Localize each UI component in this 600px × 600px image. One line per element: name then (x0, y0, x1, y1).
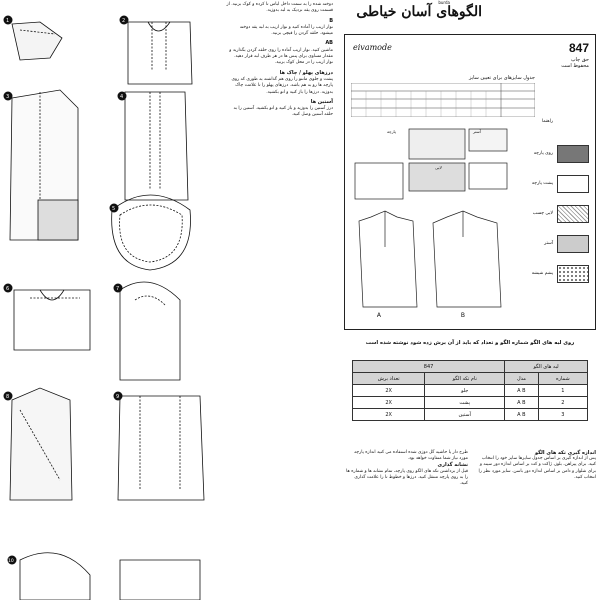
svg-text:2: 2 (122, 18, 126, 24)
fabric-swatch-lining (557, 235, 589, 253)
cutting-notice: روی لبه های الگو شماره الگو و تعداد که باید از آن برش زده شود نوشته شده است (365, 340, 575, 346)
pattern-pieces-table (352, 360, 588, 421)
fabric-label: روی پارچه (533, 151, 553, 156)
instruction-paragraph: پشت و جلوی مانتو را روی هم گذاشته به طوری که روی پارچه ها رو به هم باشد. درزهای پهلو را تا علامت چاک بدوزید. درزها را باز کنید و اتو بکشید. (231, 76, 333, 95)
piece-label: پارچه (387, 129, 396, 134)
svg-text:8: 8 (6, 394, 10, 400)
cell-piece-name: آستین (425, 409, 505, 421)
cell-count: 2X (353, 385, 425, 397)
page-header (340, 0, 600, 32)
svg-text:5: 5 (112, 206, 116, 212)
cell-model: A B (505, 385, 539, 397)
info-column (340, 0, 600, 600)
table-row (353, 385, 588, 397)
table-header: شماره (538, 373, 587, 385)
svg-text:4: 4 (120, 94, 124, 100)
fabric-label: آستر (544, 241, 553, 246)
section-paragraph: طرح دار یا حاشیه گل دوزی شده استفاده می کنید اندازه پارچه مورد نیاز شما متفاوت خواهد بود. (354, 450, 468, 462)
pattern-number: 847 (568, 41, 589, 55)
table-header: نام تکه الگو (425, 373, 505, 385)
pattern-info-box (344, 34, 596, 330)
fabric-swatch-right-side (557, 145, 589, 163)
fabric-label: پشت پارچه (531, 181, 553, 186)
svg-text:3: 3 (6, 94, 10, 100)
svg-text:B: B (460, 312, 465, 319)
cell-count: 2X (353, 397, 425, 409)
svg-text:1: 1 (6, 18, 10, 24)
illustrations-column (0, 0, 222, 600)
cell-number: 1 (538, 385, 587, 397)
instruction-paragraph: ماشین کنید. نوار اریب آماده را روی حلقه گردن بگذارید و مقدار مساوی برای پنس ها در هر طرف لبه قرار دهید. نوار اریب را در محل کوک بزنید. (229, 47, 333, 66)
fabric-swatch-wrong-side (557, 175, 589, 193)
instruction-heading: B (329, 17, 333, 24)
instruction-paragraph: درز آستین را بدوزید و باز کنید و اتو بکشید. آستین را به حلقه آستین وصل کنید. (233, 106, 333, 118)
instructions-column (222, 0, 337, 600)
cutting-layout-illustration (351, 127, 511, 327)
cell-piece-name: پشت (425, 397, 505, 409)
section-heading: نشانه گذاری (437, 462, 468, 469)
cell-model: A B (505, 409, 539, 421)
sewing-steps-illustration (0, 0, 222, 600)
instruction-heading: درزهای پهلو / چاک ها (279, 69, 333, 76)
logo: eivamode (353, 43, 392, 52)
svg-text:6: 6 (6, 286, 10, 292)
cell-number: 3 (538, 409, 587, 421)
svg-text:9: 9 (116, 394, 120, 400)
fabric-swatch-batting (557, 265, 589, 283)
instruction-heading: آستین ها (310, 98, 333, 105)
table-caption-number: 847 (353, 361, 505, 373)
copyright-line-2: محفوظ است (561, 63, 589, 69)
svg-text:A: A (376, 312, 381, 319)
table-header: مدل (505, 373, 539, 385)
section-heading: اندازه گیری تکه های الگو (534, 450, 596, 456)
svg-text:10: 10 (8, 559, 14, 564)
piece-label: لایی (435, 165, 442, 170)
cell-number: 2 (538, 397, 587, 409)
page-title: الگوهای آسان خیاطی (356, 4, 482, 20)
instruction-paragraph: دوخته شده را به سمت داخل لباس تا کرده و کوک بزنید. از قسمت روی یقه نزدیک به لبه بدوزید. (226, 2, 333, 14)
copyright-line-1: حق چاپ (570, 57, 589, 63)
measuring-section (474, 450, 596, 481)
fabric-label: پشم شیشه (531, 271, 553, 276)
table-header: تعداد برش (353, 373, 425, 385)
size-table-caption: جدول سایزهای برای تعیین سایز (468, 75, 535, 81)
table-caption-label: لبه های الگو (505, 361, 588, 373)
instruction-heading: AB (325, 40, 333, 47)
svg-text:7: 7 (116, 286, 120, 292)
table-row (353, 409, 588, 421)
cell-piece-name: جلو (425, 385, 505, 397)
fabric-label: لایی چسب (532, 211, 553, 216)
size-chart (351, 83, 535, 117)
cell-model: A B (505, 397, 539, 409)
brand-mark: burda (438, 0, 450, 5)
instruction-paragraph: نوار اریب را آماده کنید و نوار اریب به لبه یقه دوخته میشود. حلقه گردن را قیچی بزنید. (239, 24, 333, 37)
cell-count: 2X (353, 409, 425, 421)
table-row (353, 397, 588, 409)
fabric-swatch-interfacing (557, 205, 589, 223)
section-paragraph: قبل از برداشتن تکه های الگو روی پارچه، تمام نشانه ها و شماره ها را به روی پارچه منتقل کنید. درزها و خطوط تا را علامت گذاری کنید. (346, 468, 468, 487)
piece-label: آستر (473, 129, 481, 134)
marking-section (346, 450, 468, 487)
legend-label: راهنما (541, 119, 553, 124)
section-paragraph: پس از اندازه گیری بر اساس جدول سایزها سایز خود را انتخاب کنید. برای پیراهن، بلوز، ژاکت و کت بر اساس اندازه دور سینه و برای شلوار و دامن بر اساس اندازه دور باسن. سایز مورد نظر را انتخاب کنید. (478, 456, 596, 480)
